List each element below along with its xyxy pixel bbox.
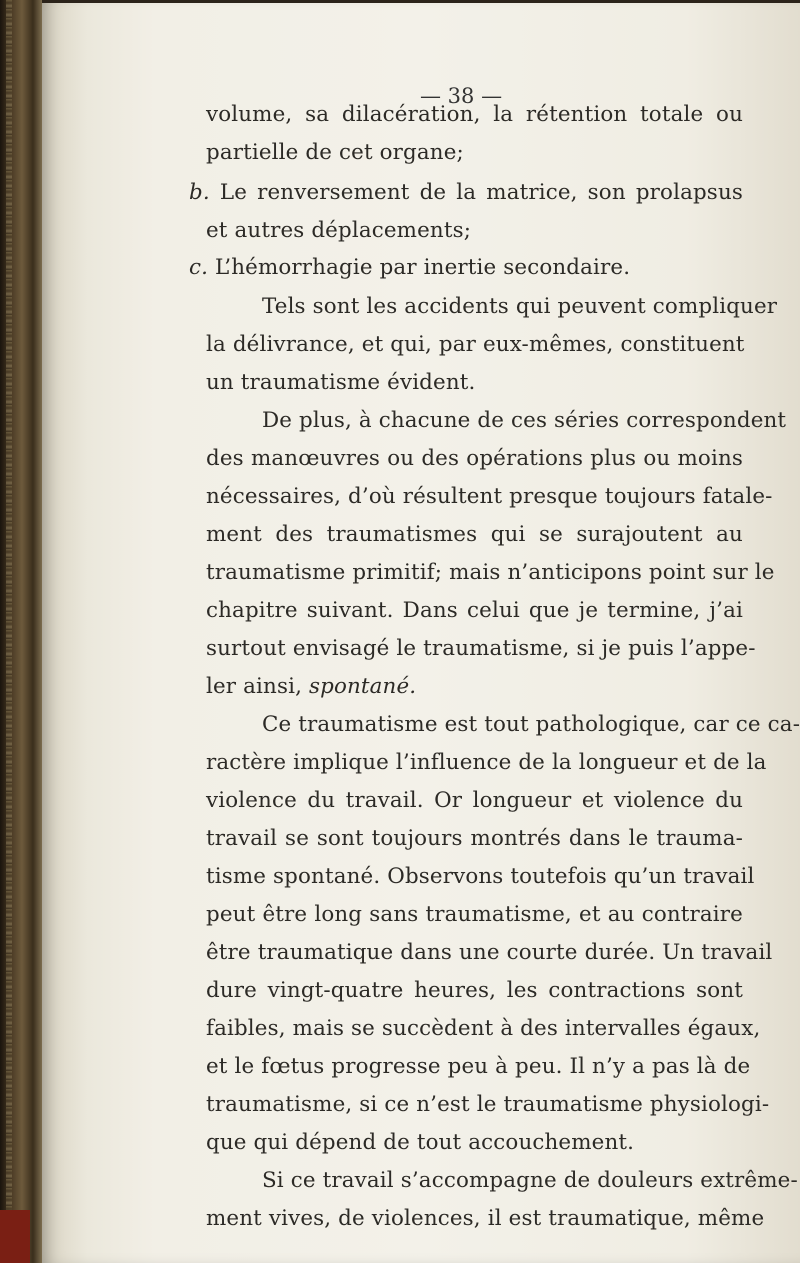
text-line: faibles, mais se succèdent à des intervalles égaux, — [206, 1016, 761, 1041]
text-line: ment vives, de violences, il est traumatique, même — [206, 1206, 765, 1231]
text-line: des manœuvres ou des opérations plus ou moins — [206, 446, 743, 471]
binding-spine-texture — [6, 0, 12, 1263]
page-number: — 38 — — [420, 84, 503, 108]
text-line: que qui dépend de tout accouchement. — [206, 1130, 635, 1155]
text-line: partielle de cet organe; — [206, 140, 464, 165]
emphasis: spontané. — [308, 674, 417, 699]
text-line: Ce traumatisme est tout pathologique, car ce ca- — [262, 712, 800, 737]
text-line: dure vingt-quatre heures, les contractions sont — [206, 978, 743, 1003]
text-line: et le fœtus progresse peu à peu. Il n’y a pas là de — [206, 1054, 751, 1079]
text-line: traumatisme primitif; mais n’anticipons point sur le — [206, 560, 775, 585]
text-line: tisme spontané. Observons toutefois qu’un travail — [206, 864, 755, 889]
text-line: surtout envisagé le traumatisme, si je puis l’appe- — [206, 636, 756, 661]
list-label: b. — [189, 180, 210, 205]
text-line: c. L’hémorrhagie par inertie secondaire. — [189, 255, 631, 280]
text-line: un traumatisme évident. — [206, 370, 476, 395]
text-line: ler ainsi, spontané. — [206, 674, 417, 699]
text-line: Si ce travail s’accompagne de douleurs extrême- — [262, 1168, 798, 1193]
text-line: Tels sont les accidents qui peuvent compliquer — [262, 294, 778, 319]
text-line: travail se sont toujours montrés dans le trauma- — [206, 826, 743, 851]
book-binding — [0, 0, 44, 1263]
text-line: violence du travail. Or longueur et violence du — [206, 788, 743, 813]
text-line: nécessaires, d’où résultent presque toujours fatale- — [206, 484, 773, 509]
text-line: ment des traumatismes qui se surajoutent au — [206, 522, 743, 547]
text-line: traumatisme, si ce n’est le traumatisme physiologi- — [206, 1092, 770, 1117]
binding-ribbon — [0, 1210, 30, 1263]
text-line: chapitre suivant. Dans celui que je termine, j’ai — [206, 598, 743, 623]
text-line: b. Le renversement de la matrice, son prolapsus — [189, 180, 743, 205]
text-line: ractère implique l’influence de la longueur et de la — [206, 750, 767, 775]
list-label: c. — [189, 255, 209, 280]
text-line: la délivrance, et qui, par eux-mêmes, constituent — [206, 332, 745, 357]
page-top-edge — [42, 0, 800, 3]
text-line: De plus, à chacune de ces séries correspondent — [262, 408, 787, 433]
text-line: et autres déplacements; — [206, 218, 472, 243]
text-line: être traumatique dans une courte durée. Un travail — [206, 940, 773, 965]
text-line: peut être long sans traumatisme, et au contraire — [206, 902, 743, 927]
text-line: volume, sa dilacération, la rétention totale ou — [206, 102, 743, 127]
